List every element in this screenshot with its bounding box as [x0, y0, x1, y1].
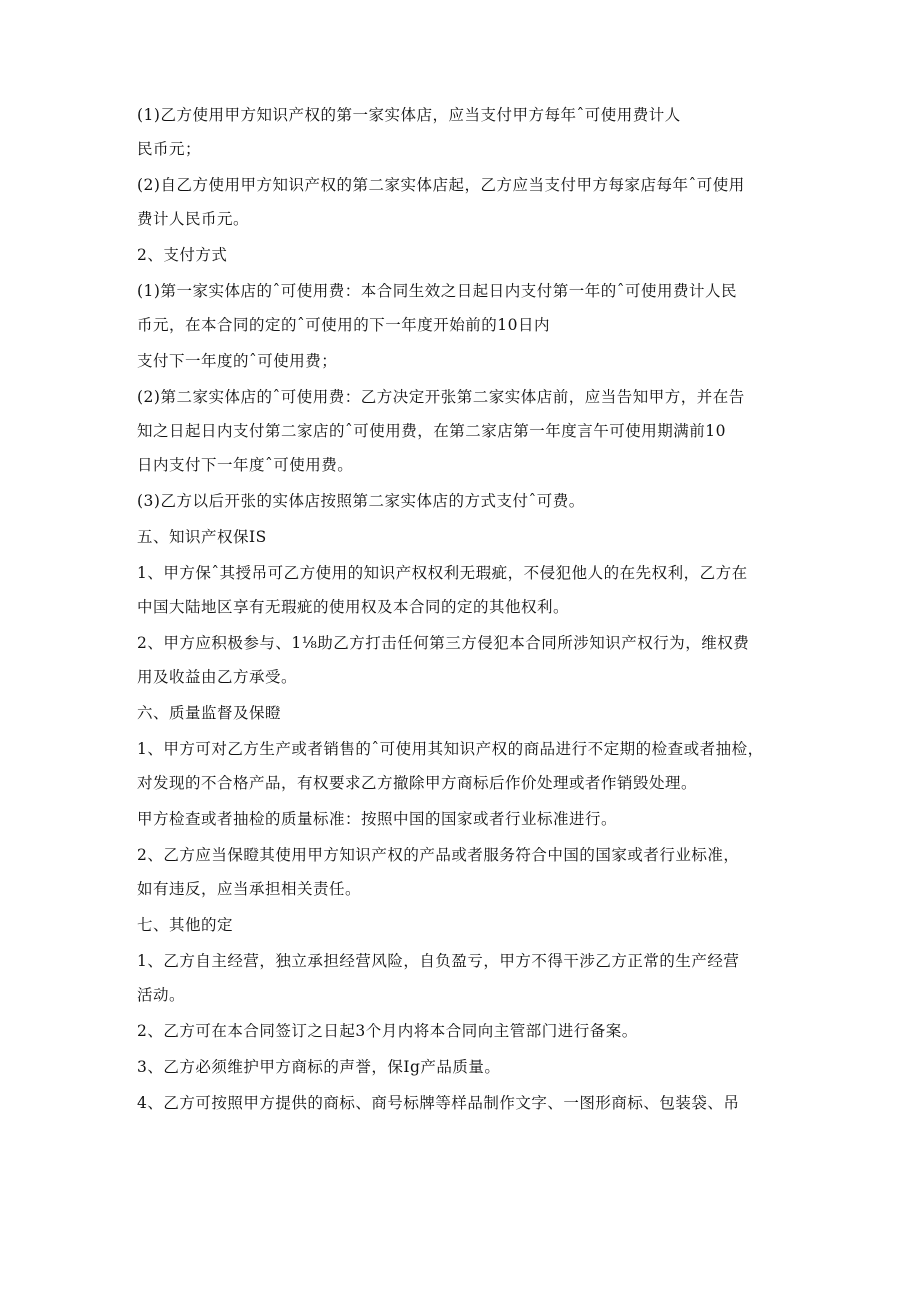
section-heading: 2、支付方式: [137, 246, 228, 264]
section-heading: 五、知识产权保IS: [137, 528, 267, 546]
text-line: 用及收益由乙方承受。: [137, 668, 298, 686]
text-line: 1、乙方自主经营，独立承担经营风险，自负盈亏，甲方不得干涉乙方正常的生产经营: [137, 952, 740, 970]
text-line: 费计人民币元。: [137, 210, 250, 228]
text-line: 2、甲方应积极参与、1⅛助乙方打击任何第三方侵犯本合同所涉知识产权行为，维权费: [137, 634, 750, 652]
document-body: [137, 104, 787, 1114]
text-line: 支付下一年度的ˆ可使用费；: [137, 352, 338, 370]
text-line: 活动。: [137, 986, 186, 1004]
text-line: (1)乙方使用甲方知识产权的第一家实体店，应当支付甲方每年ˆ可使用费计人: [137, 106, 681, 124]
section-heading: 六、质量监督及保瞪: [137, 704, 282, 722]
text-line: (2)第二家实体店的ˆ可使用费：乙方决定开张第二家实体店前，应当告知甲方，并在告: [137, 388, 745, 406]
text-line: 对发现的不合格产品，有权要求乙方撤除甲方商标后作价处理或者作销毁处理。: [137, 774, 698, 792]
text-line: 1、甲方可对乙方生产或者销售的ˆ可使用其知识产权的商品进行不定期的检查或者抽检，: [137, 740, 764, 758]
text-line: 4、乙方可按照甲方提供的商标、商号标牌等样品制作文字、一图形商标、包装袋、吊: [137, 1094, 740, 1112]
section-heading: 七、其他的定: [137, 916, 234, 934]
text-line: 2、乙方应当保瞪其使用甲方知识产权的产品或者服务符合中国的国家或者行业标准，: [137, 846, 740, 864]
text-line: (1)第一家实体店的ˆ可使用费：本合同生效之日起日内支付第一年的ˆ可使用费计人民: [137, 282, 737, 300]
text-line: 2、乙方可在本合同签订之日起3个月内将本合同向主管部门进行备案。: [137, 1022, 638, 1040]
text-line: 日内支付下一年度ˆ可使用费。: [137, 456, 354, 474]
text-line: 民币元；: [137, 140, 202, 158]
text-line: 币元，在本合同的定的ˆ可使用的下一年度开始前的10日内: [137, 316, 550, 334]
text-line: 1、甲方保ˆ其授吊可乙方使用的知识产权权利无瑕疵，不侵犯他人的在先权利，乙方在: [137, 564, 748, 582]
text-line: (3)乙方以后开张的实体店按照第二家实体店的方式支付ˆ可费。: [137, 492, 585, 510]
text-line: (2)自乙方使用甲方知识产权的第二家实体店起，乙方应当支付甲方每家店每年ˆ可使用: [137, 176, 745, 194]
text-line: 如有违反，应当承担相关责任。: [137, 880, 362, 898]
text-line: 中国大陆地区享有无瑕疵的使用权及本合同的定的其他权利。: [137, 598, 570, 616]
text-line: 3、乙方必须维护甲方商标的声誉，保Ig产品质量。: [137, 1058, 501, 1076]
text-line: 甲方检查或者抽检的质量标准：按照中国的国家或者行业标准进行。: [137, 810, 618, 828]
text-line: 知之日起日内支付第二家店的ˆ可使用费，在第二家店第一年度言午可使用期满前10: [137, 422, 726, 440]
